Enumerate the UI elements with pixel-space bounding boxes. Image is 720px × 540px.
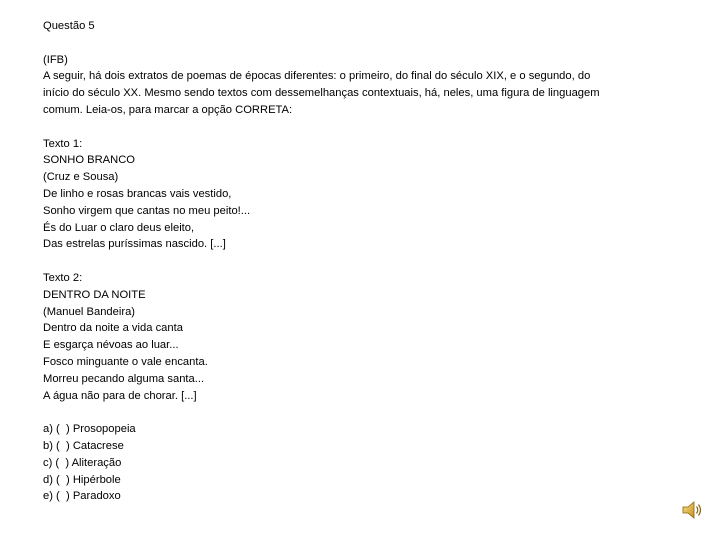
texto2-verse: A água não para de chorar. [...] xyxy=(43,389,197,402)
texto2-verse: E esgarça névoas ao luar... xyxy=(43,339,179,352)
texto1-title: SONHO BRANCO xyxy=(43,154,135,167)
option-e[interactable]: e) ( ) Paradoxo xyxy=(43,490,121,503)
option-c[interactable]: c) ( ) Aliteração xyxy=(43,456,122,469)
texto2-verse: Dentro da noite a vida canta xyxy=(43,322,183,335)
spacer xyxy=(43,404,683,421)
question-source: (IFB) xyxy=(43,53,68,66)
spacer xyxy=(43,35,683,52)
texto2-verse: Morreu pecando alguma santa... xyxy=(43,372,205,385)
texto2-verse: Fosco minguante o vale encanta. xyxy=(43,355,208,368)
slide-content xyxy=(43,18,683,505)
texto1-verse: Sonho virgem que cantas no meu peito!... xyxy=(43,204,251,217)
texto2-title: DENTRO DA NOITE xyxy=(43,288,146,301)
texto2-author: (Manuel Bandeira) xyxy=(43,305,136,318)
option-b[interactable]: b) ( ) Catacrese xyxy=(43,439,124,452)
texto1-verse: De linho e rosas brancas vais vestido, xyxy=(43,187,232,200)
texto2-heading: Texto 2: xyxy=(43,271,83,284)
question-intro-line: início do século XX. Mesmo sendo textos com dessemelhanças contextuais, há, neles, uma figura de linguagem xyxy=(43,87,600,100)
question-intro-line: comum. Leia-os, para marcar a opção CORRETA: xyxy=(43,103,293,116)
speaker-icon[interactable] xyxy=(680,498,704,522)
option-a[interactable]: a) ( ) Prosopopeia xyxy=(43,423,136,436)
spacer xyxy=(43,119,683,136)
option-d[interactable]: d) ( ) Hipérbole xyxy=(43,473,121,486)
texto1-verse: Das estrelas puríssimas nascido. [...] xyxy=(43,238,226,251)
spacer xyxy=(43,253,683,270)
texto1-heading: Texto 1: xyxy=(43,137,83,150)
texto1-verse: És do Luar o claro deus eleito, xyxy=(43,221,195,234)
question-title: Questão 5 xyxy=(43,20,95,32)
texto1-author: (Cruz e Sousa) xyxy=(43,171,119,184)
question-intro-line: A seguir, há dois extratos de poemas de épocas diferentes: o primeiro, do final do século XIX, e o segundo, do xyxy=(43,70,591,83)
